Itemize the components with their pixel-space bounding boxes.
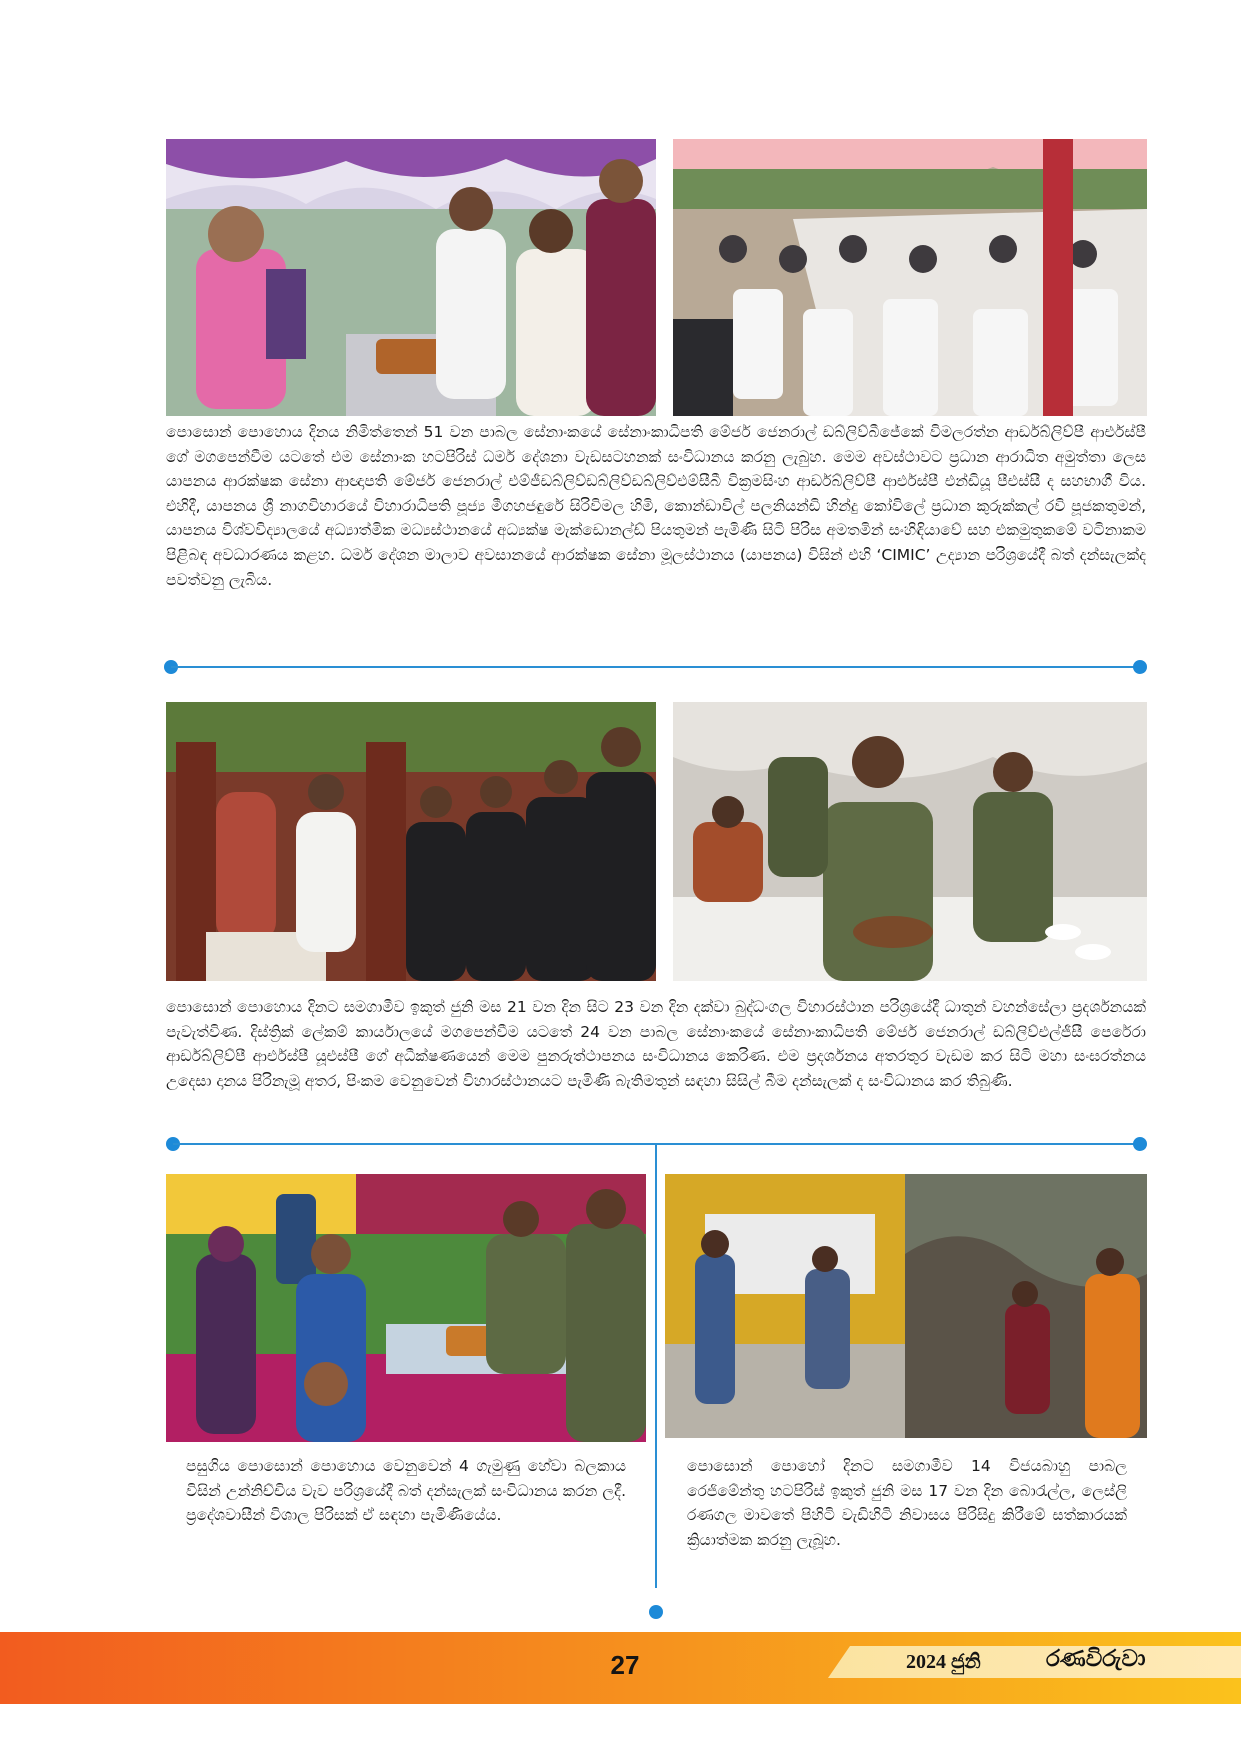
divider-dot-right (1133, 660, 1147, 674)
photo-alms-giving-cave (673, 702, 1147, 981)
section3-left-paragraph: පසුගිය පොසොන් පොහොය වෙනුවෙන් 4 ගැමුණු හේවා බලකාය විසින් උන්නිච්චිය වැව පරිශ්‍රයේදී බත් දන්සැලක් සංවිධානය කරන ලදී. ප්‍රදේශවාසීන් විශාල පිරිසක් ඒ සඳහා පැමිණියේය. (186, 1457, 626, 1525)
photo-dansala-tables (673, 139, 1147, 416)
photo-relic-exposition (166, 702, 656, 981)
photo-unnichchiya-dansala (166, 1174, 646, 1442)
divider-dot-right (1133, 1137, 1147, 1151)
section3-right-paragraph: පොසොන් පොහෝ දිනට සමගාමීව 14 විජයබාහු පාබල රෙජිමේන්තු හටපිරිස් ඉකුත් ජුනි මස 17 වන දින බොරැල්ල, ලෙස්ලි රණගල මාවතේ පිහිටි වැඩිහිටි නිවාසය පිරිසිදු කිරීමේ සත්කාරයක් ක්‍රියාත්මක කරනු ලැබූහ. (687, 1457, 1127, 1549)
column-divider (655, 1143, 657, 1588)
issue-date: 2024 ජුනි (906, 1651, 981, 1673)
section-divider (171, 666, 1139, 668)
magazine-masthead: රණවිරුවා (1046, 1646, 1146, 1672)
footer-issue-band (828, 1646, 1241, 1678)
section2-paragraph: පොසොන් පොහොය දිනට සමගාමීව ඉකුත් ජුනි මස 21 වන දින සිට 23 වන දින දක්වා බුද්ධංගල විහාරස්ථාන පරිශ්‍රයේදී ධාතුන් වහන්සේලා ප්‍රදර්ශනයක් පැවැත්විණ. දිස්ත්‍රික් ලේකම් කාර්යාලයේ මගපෙන්වීම යටතේ 24 වන පාබල සේනාංකයේ සේනාංකාධිපති මේජර් ජෙනරාල් ඩබ්ලිව්එල්ජීසී පෙරේරා ආර්ඩබ්ලිව්පී ආර්එස්පී යූඑස්පී ගේ අධීක්ෂණයෙන් මෙම පුනරුත්ථාපනය සංවිධානය කෙරිණ. එම ප්‍රදර්ශනය අතරතුර වැඩම කර සිටි මහා සංඝරත්නය උදෙසා දානය පිරිනැමූ අතර, පිංකම වෙනුවෙන් විහාරස්ථානයට පැමිණි බැතිමතුන් සඳහා සිසිල් බීම දන්සැලක් ද සංවිධානය කර තිබුණි. (166, 998, 1146, 1090)
section1-paragraph: පොසොන් පොහොය දිනය නිමිත්තෙන් 51 වන පාබල සේනාංකයේ සේනාංකාධිපති මේජර් ජෙනරාල් ඩබ්ලිව්බීජේකේ විමලරත්න ආර්ඩබ්ලිව්පී ආර්එස්පී ගේ මගපෙන්වීම යටතේ එම සේනාංක හටපිරිස් ධර්ම දේශනා වැඩසටහනක් සංවිධානය කරනු ලැබුහ. මෙම අවස්ථාවට ප්‍රධාන ආරාධිත අමුත්තා ලෙස යාපනය ආරක්ෂක සේනා ආඥාපති මේජර් ජෙනරාල් එම්ජීඩබ්ලිව්ඩබ්ලිව්ඩබ්ලිව්එම්සීබී වික්‍රමසිංහ ආර්ඩබ්ලිව්පී ආර්එස්පී එන්ඩියූ පීඑස්සී ද සහභාගී විය. එහිදී, යාපනය ශ්‍රී නාගවිහාරයේ විහාරාධිපති පූජ්‍ය මීගහජඳුරේ සිරිවිමල හිමි, කොන්ඩාවිල් පලනියන්ඩි හින්දු කෝවිලේ ප්‍රධාන කුරුක්කල් රවි පූජකතුමන්, යාපනය විශ්වවිද්‍යාලයේ අධ්‍යාත්මික මධ්‍යස්ථානයේ අධ්‍යක්ෂ මැක්ඩොනල්ඩ් පියතුමන් පැමිණි සිටි පිරිස අමතමින් සංහිඳියාවේ සහ එකමුතුකමේ වටිනාකම පිළිබඳ අවධාරණය කළහ. ධර්ම දේශන මාලාව අවසානයේ ආරක්ෂක සේනා මූලස්ථානය (යාපනය) විසින් එහි ‘CIMIC’ උද්‍යාන පරිශ්‍රයේදී බත් දන්සැලක්ද පවත්වනු ලැබිය. (166, 423, 1146, 589)
photo-elders-home-cleaning (665, 1174, 1147, 1438)
column-divider-dot (649, 1605, 663, 1619)
page-number: 27 (610, 1650, 640, 1680)
section-divider (173, 1143, 1141, 1145)
photo-dansala-serving (166, 139, 656, 416)
